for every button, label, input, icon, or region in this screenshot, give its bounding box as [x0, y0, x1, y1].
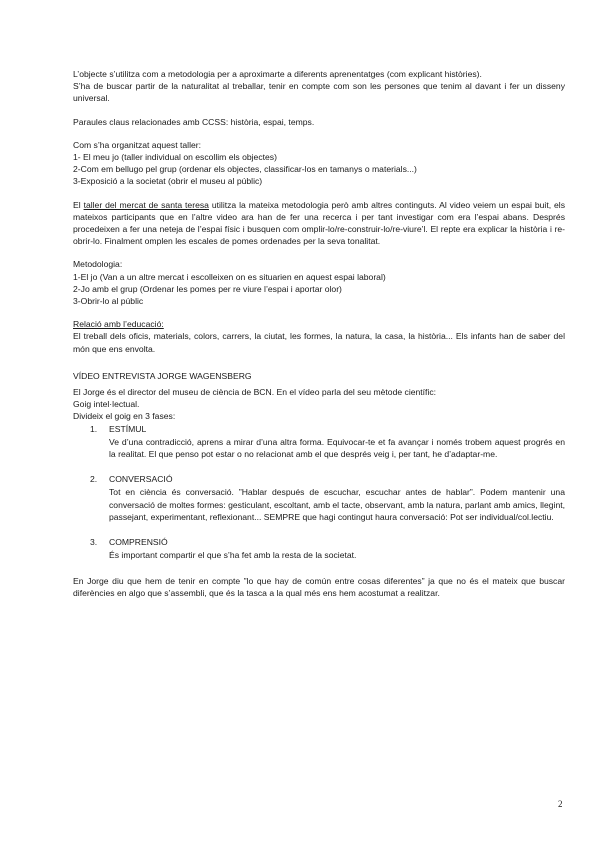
methodology-item: 2-Jo amb el grup (Ordenar les pomes per re viure l’espai i aportar olor) — [73, 283, 342, 294]
education-heading: Relació amb l’educació: — [73, 319, 164, 330]
phase-text: Tot en ciència és conversació. ”Hablar después de escuchar, escuchar antes de hablar”. Podem mantenir una conversació de moltes formes: gesticulant, escoltant, amb el tacte, observant, amb la natura, parlant amb amics, llegint, passejant, experimentant, reflexionant... SEMPRE que hagi contingut haura conversació: Pot ser individual/col.lectiu. — [109, 487, 565, 522]
phase-title: CONVERSACIÓ — [109, 474, 173, 485]
workshop-item: 1- El meu jo (taller individual on escollim els objectes) — [73, 152, 277, 163]
market-paragraph — [73, 199, 565, 248]
video-heading: VÍDEO ENTREVISTA JORGE WAGENSBERG — [73, 370, 252, 381]
video-director-line: El Jorge és el director del museu de ciència de BCN. En el vídeo parla del seu mètode científic: — [73, 387, 437, 398]
phase-number: 2. — [90, 474, 98, 485]
intro-line-1: L’objecte s’utilitza com a metodologia per a aproximarte a diferents aprenentatges (com explicant històries). — [73, 69, 482, 79]
methodology-heading: Metodologia: — [73, 259, 123, 270]
market-workshop-link[interactable]: taller del mercat de santa teresa — [83, 199, 209, 210]
methodology-section — [73, 258, 565, 307]
video-divides-line: Divideix el goig en 3 fases: — [73, 411, 176, 422]
market-prefix: El — [73, 199, 84, 210]
phase-title: COMPRENSIÓ — [109, 537, 168, 548]
phases-list — [73, 423, 565, 562]
phase-title: ESTÍMUL — [109, 423, 147, 434]
list-item — [73, 473, 565, 523]
video-goig-line: Goig intel·lectual. — [73, 399, 140, 410]
education-section — [73, 318, 565, 355]
keywords-line: Paraules claus relacionades amb CCSS: història, espai, temps. — [73, 116, 315, 127]
phase-text: És important compartir el que s’ha fet amb la resta de la societat. — [109, 550, 357, 561]
intro-line-2: S’ha de buscar partir de la naturalitat al treballar, tenir en compte com son les persones que tenim al davant i fer un disseny universal. — [73, 81, 565, 104]
list-item — [73, 536, 565, 561]
phase-number: 1. — [90, 423, 98, 434]
intro-paragraph — [73, 68, 565, 105]
workshop-item: 3-Exposició a la societat (obrir el museu al públic) — [73, 176, 263, 187]
market-text: utilitza la mateixa metodologia però amb altres continguts. Al video veiem un espai buit, els mateixos participants que en l’altre video ara han de fer una recerca i per tant investigar com era l’espai abans. Després procedeixen a fer una neteja de l’espai físic i busquen com omplir-lo/re-construir-lo/re-viure’l. El repte era explicar la història i re-obrir-lo. Finalment omplen les escales de pomes ordenades per la seva tonalitat. — [73, 199, 565, 247]
phase-text: Ve d’una contradicció, aprens a mirar d’una altra forma. Equivocar-te et fa avançar i només trobem aquest progrés en la realitat. El que penso pot estar o no relacionat amb el que després veig i, per tant, he d’adaptar-me. — [109, 436, 565, 460]
phase-number: 3. — [90, 537, 98, 548]
methodology-item: 1-El jo (Van a un altre mercat i escolleixen on es situarien en aquest espai laboral) — [73, 271, 386, 282]
workshop-section — [73, 139, 565, 188]
closing-paragraph: En Jorge diu que hem de tenir en compte ”lo que hay de común entre cosas diferentes” ja que no és el mateix que buscar diferències en algo que s’assembli, que és la tasca a la qual més ens hem acostumat a realitzar. — [73, 575, 565, 598]
workshop-heading: Com s’ha organitzat aquest taller: — [73, 139, 202, 150]
document-page — [73, 68, 565, 599]
education-text: El treball dels oficis, materials, colors, carrers, la ciutat, les formes, la natura, la casa, la història... Els infants han de saber del món que ens envolta. — [73, 331, 565, 354]
list-item — [73, 423, 565, 461]
methodology-item: 3-Obrir-lo al públic — [73, 296, 144, 307]
page-number: 2 — [558, 799, 563, 809]
workshop-item: 2-Com em bellugo pel grup (ordenar els objectes, classificar-los en tamanys o materials...) — [73, 164, 417, 175]
